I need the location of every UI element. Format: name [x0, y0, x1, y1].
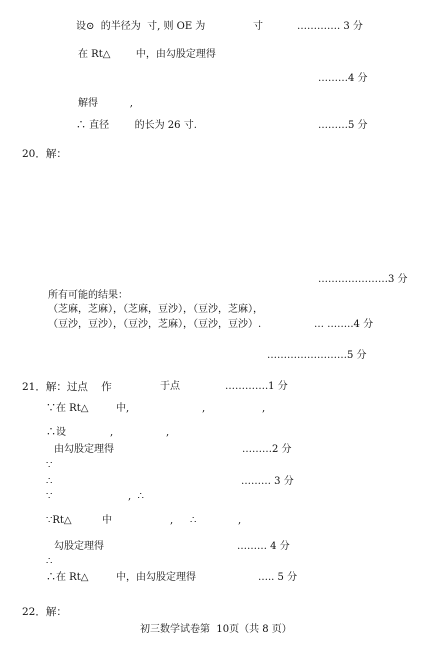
q22-label: 22．解：	[22, 606, 67, 618]
q21-line11: ∴在 Rt△	[46, 572, 89, 583]
q21-score-1: ………….1 分	[225, 381, 288, 392]
q19-line1: 设⊙ 的半径为 寸, 则 OE 为	[76, 21, 206, 32]
q21-line3-b: ,	[110, 427, 114, 438]
q21-label: 21．解：过点 作	[22, 381, 112, 393]
q21-line2: ∵在 Rt△	[46, 403, 89, 414]
q21-line2-c: ,	[202, 403, 206, 414]
q21-line4: 由勾股定理得	[54, 444, 114, 455]
q19-line5: ∴ 直径 的长为 26 寸.	[76, 120, 197, 131]
q21-score-5: ….. 5 分	[258, 572, 298, 583]
q21-line2-d: ,	[262, 403, 266, 414]
q19-line1-unit: 寸	[253, 21, 263, 32]
q20-score-3: …………………3 分	[318, 274, 408, 285]
q21-line10: ∴	[46, 556, 53, 567]
q21-line5: ∵	[46, 460, 53, 471]
q21-line8-c: ,	[170, 515, 174, 526]
q21-line3: ∴设	[46, 427, 66, 438]
q20-results-row2: （豆沙，豆沙），（豆沙，芝麻），（豆沙，豆沙）.	[48, 319, 262, 330]
q21-line6: ∴	[46, 476, 53, 487]
q20-label: 20．解：	[22, 148, 67, 160]
q19-score-4: ………4 分	[318, 73, 368, 84]
q20-results-intro: 所有可能的结果：	[48, 290, 128, 301]
q21-line7-b: , ∴	[128, 491, 144, 502]
q21-line7: ∵	[46, 491, 53, 502]
q21-score-3: ……… 3 分	[241, 476, 294, 487]
q21-line9: 勾股定理得	[54, 541, 104, 552]
page-footer: 初三数学试卷第 10页（共 8 页）	[140, 624, 292, 635]
q21-score-2: ………2 分	[242, 444, 292, 455]
q19-line4: 解得 ,	[78, 98, 133, 109]
q21-score-4: ……… 4 分	[237, 541, 290, 552]
q20-score-5: ……………………5 分	[267, 350, 367, 361]
q21-line8-e: ,	[238, 515, 242, 526]
q21-line2-b: 中,	[116, 403, 130, 414]
q21-line3-c: ,	[166, 427, 170, 438]
q19-score-5: ………5 分	[318, 120, 368, 131]
q21-line8-b: 中	[102, 515, 112, 526]
q20-results-row1: （芝麻，芝麻），（芝麻，豆沙），（豆沙，芝麻），	[48, 304, 263, 315]
q21-line8: ∵Rt△	[46, 515, 72, 526]
q21-line11-b: 中，由勾股定理得	[116, 572, 196, 583]
q19-score-3: …………. 3 分	[297, 21, 363, 32]
q19-line2: 在 Rt△ 中，由勾股定理得	[78, 49, 216, 60]
q20-score-4: … ……..4 分	[314, 319, 374, 330]
q21-line8-d: ∴	[190, 515, 197, 526]
q21-label-b: 于点	[160, 381, 180, 392]
